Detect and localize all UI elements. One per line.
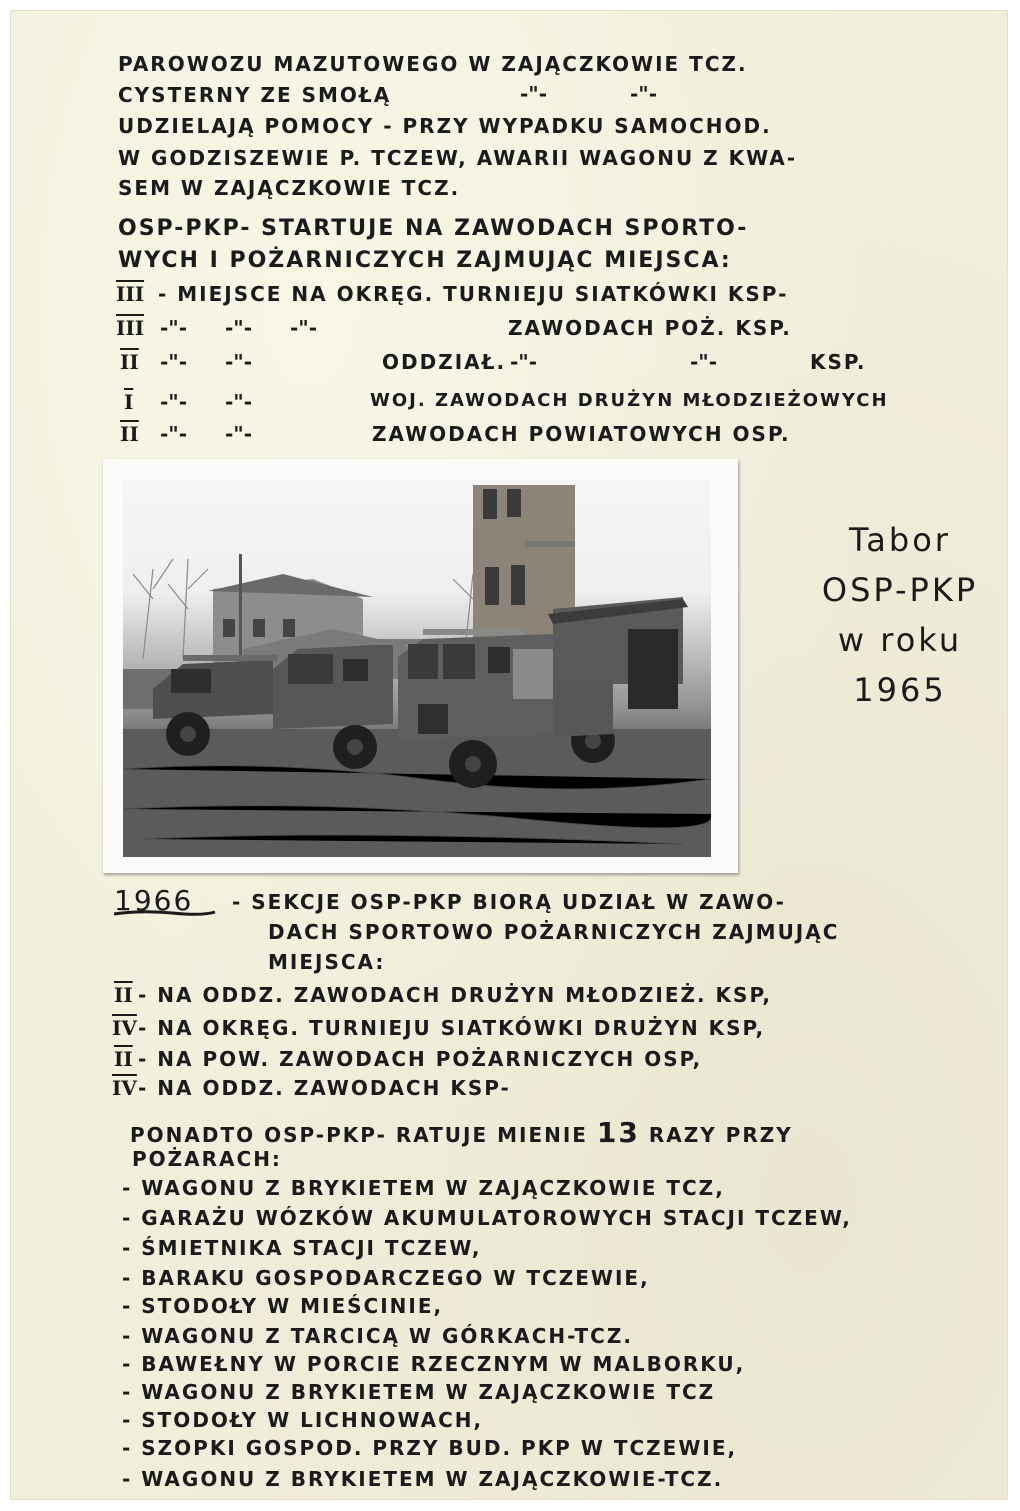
ditto-mark: -"- (225, 390, 253, 414)
place-numeral: $\overline{II}$ (114, 983, 133, 1007)
text-line: W GODZISZEWIE P. TCZEW, AWARII WAGONU Z KWA- (118, 146, 798, 170)
ditto-mark: -"- (690, 350, 718, 374)
fire-trucks-scene (123, 479, 711, 857)
place-numeral: $\overline{III}$ (116, 316, 145, 340)
place-numeral: $\overline{I}$ (124, 390, 134, 414)
text-line: MIEJSCA: (268, 950, 386, 974)
text-line: PAROWOZU MAZUTOWEGO W ZAJĄCZKOWIE TCZ. (118, 52, 748, 76)
ditto-mark: -"- (225, 316, 253, 340)
ditto-mark: -"- (160, 390, 188, 414)
ditto-mark: -"- (225, 422, 253, 446)
place-numeral: $\overline{II}$ (120, 350, 139, 374)
place-text: ZAWODACH POŻ. KSP. (508, 316, 792, 340)
text-line: SEM W ZAJĄCZKOWIE TCZ. (118, 176, 461, 200)
place-text: ODDZIAŁ. (382, 350, 507, 374)
caption-line: w roku (837, 621, 963, 659)
fire-list-item: - ŚMIETNIKA STACJI TCZEW, (122, 1236, 482, 1260)
fire-brigade-photo (103, 459, 738, 873)
ditto-mark: -"- (160, 350, 188, 374)
ditto-mark: -"- (160, 422, 188, 446)
place-text: - NA OKRĘG. TURNIEJU SIATKÓWKI DRUŻYN KSP, (138, 1016, 766, 1040)
place-text: - MIEJSCE NA OKRĘG. TURNIEJU SIATKÓWKI KSP- (158, 282, 789, 306)
competitions-intro: OSP-PKP- STARTUJE NA ZAWODACH SPORTO- (118, 216, 749, 241)
place-text: WOJ. ZAWODACH DRUŻYN MŁODZIEŻOWYCH (370, 390, 889, 411)
fire-list-item: - STODOŁY W MIEŚCINIE, (122, 1294, 444, 1318)
place-text: - NA POW. ZAWODACH POŻARNICZYCH OSP, (138, 1047, 703, 1071)
place-numeral: $\overline{III}$ (116, 282, 145, 306)
place-text: KSP. (810, 350, 867, 374)
fire-list-item: - SZOPKI GOSPOD. PRZY BUD. PKP W TCZEWIE, (122, 1436, 738, 1460)
rescue-count: 13 (596, 1116, 640, 1149)
fire-list-item: - BAWEŁNY W PORCIE RZECZNYM W MALBORKU, (122, 1352, 746, 1376)
ditto-mark: -"- (630, 82, 658, 106)
ditto-mark: -"- (290, 316, 318, 340)
place-numeral: $\overline{IV}$ (112, 1076, 137, 1100)
place-numeral: $\overline{IV}$ (112, 1016, 137, 1040)
text-line: - SEKCJE OSP-PKP BIORĄ UDZIAŁ W ZAWO- (232, 890, 786, 914)
place-text: - NA ODDZ. ZAWODACH KSP- (138, 1076, 511, 1100)
text-line: UDZIELAJĄ POMOCY - PRZY WYPADKU SAMOCHOD. (118, 114, 772, 138)
fire-list-item: - WAGONU Z TARCICĄ W GÓRKACH-TCZ. (122, 1324, 633, 1348)
fire-list-item: - BARAKU GOSPODARCZEGO W TCZEWIE, (122, 1266, 650, 1290)
text-line: POŻARACH: (132, 1147, 282, 1171)
fire-list-item: - GARAŻU WÓZKÓW AKUMULATOROWYCH STACJI TCZEW, (122, 1206, 852, 1230)
place-text: ZAWODACH POWIATOWYCH OSP. (372, 422, 791, 446)
rescue-intro-text: PONADTO OSP-PKP- RATUJE MIENIE (130, 1123, 588, 1147)
place-numeral: $\overline{II}$ (114, 1047, 133, 1071)
photo-image (123, 479, 711, 857)
text-line: CYSTERNY ZE SMOŁĄ (118, 83, 392, 107)
text-line: DACH SPORTOWO POŻARNICZYCH ZAJMUJĄC (268, 920, 840, 944)
caption-line: OSP-PKP (821, 571, 979, 609)
year-underline (112, 910, 217, 916)
competitions-intro: WYCH I POŻARNICZYCH ZAJMUJĄC MIEJSCA: (118, 248, 732, 273)
fire-list-item: - WAGONU Z BRYKIETEM W ZAJĄCZKOWIE TCZ (122, 1380, 716, 1404)
ditto-mark: -"- (520, 82, 548, 106)
year-heading: 1966 (114, 884, 194, 917)
fire-list-item: - STODOŁY W LICHNOWACH, (122, 1408, 484, 1432)
ditto-mark: -"- (225, 350, 253, 374)
photo-caption (800, 515, 1000, 715)
notebook-page (10, 10, 1008, 1500)
rescue-intro (130, 1116, 793, 1149)
caption-year: 1965 (853, 671, 947, 709)
caption-line: Tabor (849, 521, 951, 559)
ditto-mark: -"- (510, 350, 538, 374)
rescue-intro-text: RAZY PRZY (648, 1123, 793, 1147)
place-numeral: $\overline{II}$ (120, 422, 139, 446)
place-text: - NA ODDZ. ZAWODACH DRUŻYN MŁODZIEŻ. KSP, (138, 983, 773, 1007)
fire-list-item: - WAGONU Z BRYKIETEM W ZAJĄCZKOWIE TCZ, (122, 1176, 725, 1200)
ditto-mark: -"- (160, 316, 188, 340)
fire-list-item: - WAGONU Z BRYKIETEM W ZAJĄCZKOWIE-TCZ. (122, 1467, 724, 1491)
